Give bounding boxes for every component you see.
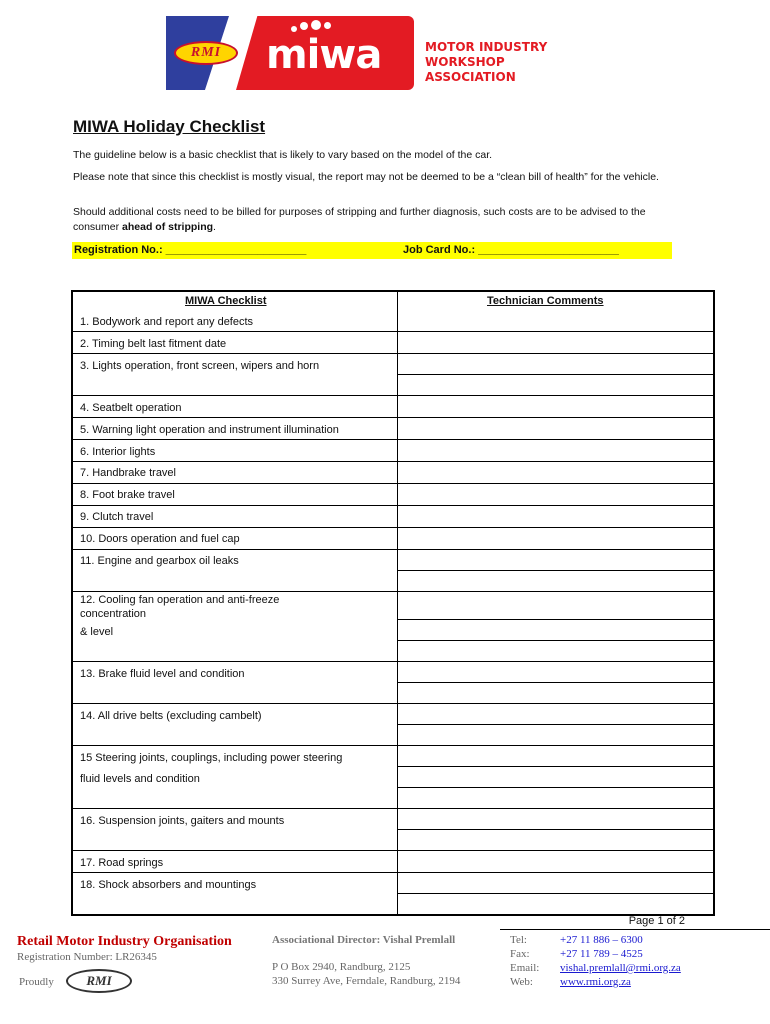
- tel-value: +27 11 886 – 6300: [560, 934, 643, 946]
- checklist-item: 6. Interior lights: [80, 446, 156, 458]
- checklist-item: 8. Foot brake travel: [80, 489, 175, 501]
- checklist-item: 16. Suspension joints, gaiters and mounts: [80, 815, 285, 827]
- logo-dot: [291, 26, 297, 32]
- header-logo: [166, 16, 586, 90]
- rmi-footer-logo: RMI: [66, 969, 132, 993]
- rmi-logo-block: [166, 16, 246, 90]
- logo-dot: [300, 22, 308, 30]
- checklist-item: fluid levels and condition: [80, 773, 200, 785]
- intro-3-end: .: [213, 221, 216, 233]
- miwa-logo-text: miwa: [266, 32, 382, 78]
- web-label: Web:: [510, 976, 533, 988]
- page-number: Page 1 of 2: [628, 915, 685, 927]
- checklist-item: 7. Handbrake travel: [80, 467, 176, 479]
- association-name: [425, 40, 586, 85]
- checklist-item: 2. Timing belt last fitment date: [80, 338, 227, 350]
- intro-paragraph-2: Please note that since this checklist is mostly visual, the report may not be deemed to be a “clean bill of health” for the vehicle.: [73, 171, 659, 183]
- tel-label: Tel:: [510, 934, 527, 946]
- fax-value: +27 11 789 – 4525: [560, 948, 643, 960]
- intro-3-text: Should additional costs need to be billed for purposes of stripping and further diagnosis, such costs are to be advised to the consumer: [73, 206, 646, 233]
- checklist-item: 17. Road springs: [80, 857, 164, 869]
- checklist-item: 12. Cooling fan operation and anti-freeze concentration: [80, 594, 280, 620]
- checklist-item: 1. Bodywork and report any defects: [80, 316, 254, 328]
- email-link[interactable]: vishal.premlall@rmi.org.za: [560, 962, 681, 974]
- street-address: 330 Surrey Ave, Ferndale, Randburg, 2194: [272, 975, 461, 987]
- checklist-item: 5. Warning light operation and instrument illumination: [80, 424, 339, 436]
- registration-field[interactable]: Registration No.: _______________________: [74, 244, 307, 256]
- checklist-item: & level: [80, 626, 114, 638]
- checklist-header: MIWA Checklist: [185, 295, 267, 307]
- footer-divider: [500, 929, 770, 930]
- association-line-2: WORKSHOP ASSOCIATION: [425, 55, 516, 84]
- associational-director: Associational Director: Vishal Premlall: [272, 934, 456, 946]
- checklist-item: 3. Lights operation, front screen, wipers and horn: [80, 360, 320, 372]
- checklist-table: [71, 290, 715, 916]
- checklist-item: 4. Seatbelt operation: [80, 402, 182, 414]
- intro-3-bold: ahead of stripping: [122, 221, 214, 233]
- technician-comments-header: Technician Comments: [487, 295, 604, 307]
- rmi-logo: RMI: [174, 41, 238, 65]
- registration-number: Registration Number: LR26345: [17, 951, 157, 963]
- checklist-item: 14. All drive belts (excluding cambelt): [80, 710, 262, 722]
- web-link[interactable]: www.rmi.org.za: [560, 976, 631, 988]
- email-label: Email:: [510, 962, 540, 974]
- checklist-item: 11. Engine and gearbox oil leaks: [80, 555, 239, 567]
- fax-label: Fax:: [510, 948, 530, 960]
- logo-dot: [311, 20, 321, 30]
- checklist-item: 10. Doors operation and fuel cap: [80, 533, 240, 545]
- registration-bar: [72, 242, 672, 259]
- checklist-item: 13. Brake fluid level and condition: [80, 668, 245, 680]
- intro-paragraph-3: [73, 205, 683, 235]
- postal-address: P O Box 2940, Randburg, 2125: [272, 961, 411, 973]
- checklist-item: 18. Shock absorbers and mountings: [80, 879, 257, 891]
- proudly-label: Proudly: [19, 976, 54, 988]
- organisation-name: Retail Motor Industry Organisation: [17, 934, 232, 949]
- checklist-item: 9. Clutch travel: [80, 511, 154, 523]
- checklist-item: 15 Steering joints, couplings, including power steering: [80, 752, 343, 764]
- logo-dot: [324, 22, 331, 29]
- intro-paragraph-1: The guideline below is a basic checklist that is likely to vary based on the model of the car.: [73, 149, 493, 161]
- association-line-1: MOTOR INDUSTRY: [425, 40, 548, 54]
- page-title: MIWA Holiday Checklist: [73, 117, 266, 136]
- job-card-field[interactable]: Job Card No.: _______________________: [403, 244, 619, 256]
